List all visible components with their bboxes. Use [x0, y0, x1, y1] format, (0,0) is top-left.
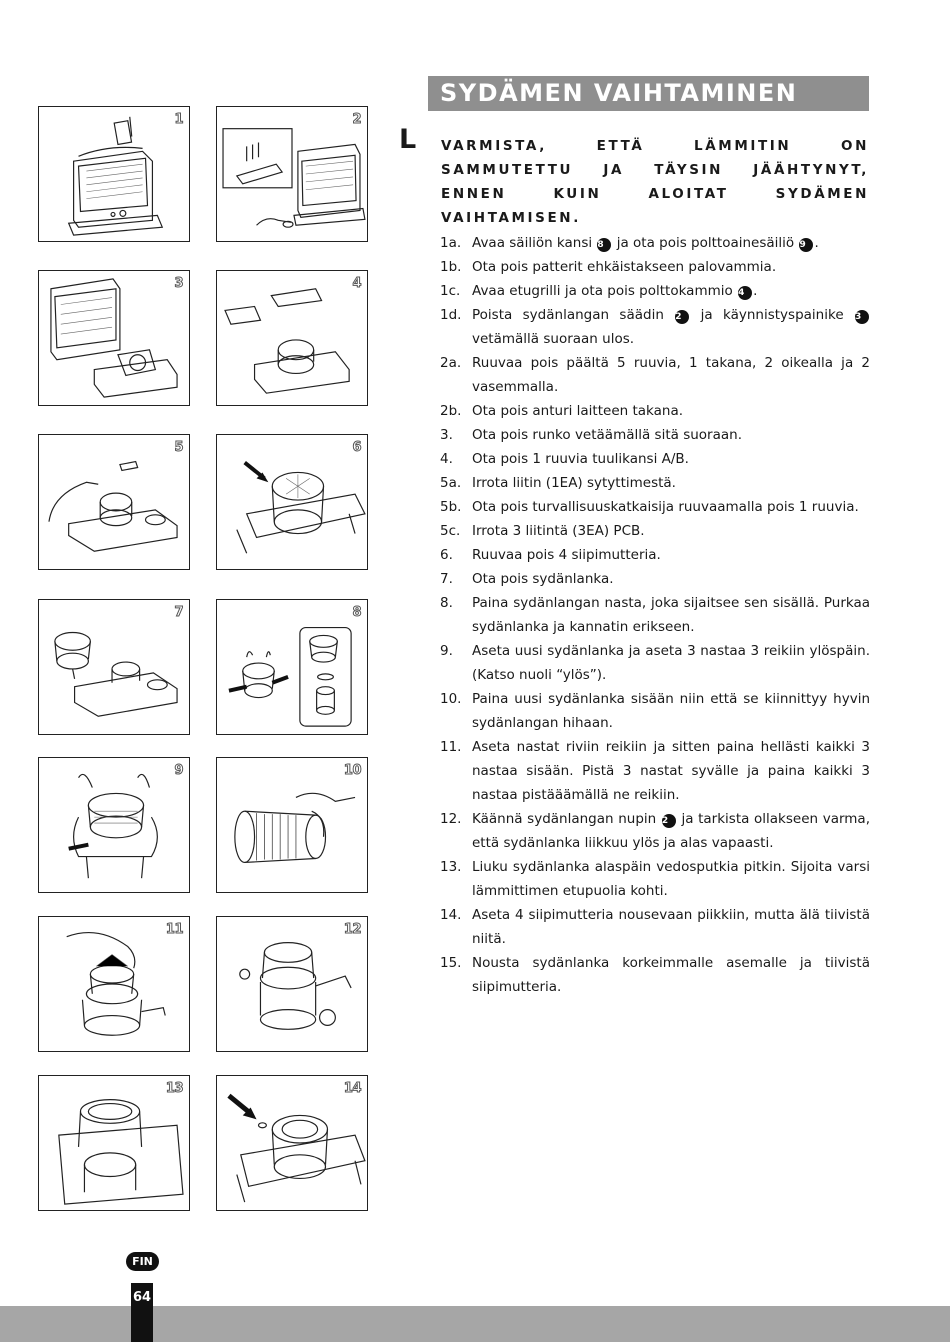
- step-text-segment: Nousta sydänlanka korkeimmalle asemalle ja tiivistä siipimutteria.: [472, 955, 870, 995]
- step-text-segment: .: [753, 283, 758, 299]
- figure-number: 8: [352, 605, 361, 620]
- igniter-connector-illustration: [39, 435, 189, 569]
- part-number-badge: 2: [675, 310, 689, 324]
- step-text-segment: Irrota 3 liitintä (3EA) PCB.: [472, 523, 645, 539]
- step-number: 15.: [440, 955, 462, 971]
- figure-number: 9: [174, 763, 183, 778]
- step-number: 13.: [440, 859, 462, 875]
- wick-knob-check-illustration: [217, 917, 367, 1051]
- figure-3: [38, 270, 190, 406]
- step-text-segment: Paina sydänlangan nasta, joka sijaitsee sen sisällä. Purkaa sydänlanka ja kannatin erikseen.: [472, 595, 870, 635]
- section-letter: L: [399, 124, 417, 155]
- figure-number: 3: [174, 276, 183, 291]
- figure-number: 2: [352, 112, 361, 127]
- step-text-segment: Paina uusi sydänlanka sisään niin että se kiinnittyy hyvin sydänlangan hihaan.: [472, 691, 870, 731]
- figure-number: 4: [352, 276, 361, 291]
- instruction-step: [440, 807, 870, 855]
- part-number-badge: 8: [597, 238, 611, 252]
- instruction-step: [440, 903, 870, 951]
- instruction-step: [440, 855, 870, 903]
- step-text: [472, 543, 870, 567]
- instruction-step: [440, 471, 870, 495]
- step-text: [472, 495, 870, 519]
- step-text: [472, 399, 870, 423]
- figure-8: [216, 599, 368, 735]
- step-text: [472, 687, 870, 735]
- step-text: [472, 735, 870, 807]
- step-number: 2b.: [440, 403, 462, 419]
- step-text: [472, 279, 870, 303]
- figure-6: [216, 434, 368, 570]
- step-number: 5c.: [440, 523, 461, 539]
- wind-cover-removal-illustration: [217, 271, 367, 405]
- figure-9: [38, 757, 190, 893]
- instruction-step: [440, 951, 870, 999]
- instruction-step: [440, 423, 870, 447]
- instruction-step: [440, 567, 870, 591]
- step-text: [472, 639, 870, 687]
- figure-1: [38, 106, 190, 242]
- part-number-badge: 3: [855, 310, 869, 324]
- instruction-step: [440, 591, 870, 639]
- step-text-segment: vetämällä suoraan ulos.: [472, 331, 635, 347]
- step-text: [472, 903, 870, 951]
- wick-sliding-illustration: [39, 1076, 189, 1210]
- step-text-segment: Ota pois turvallisuuskatkaisija ruuvaamalla pois 1 ruuvia.: [472, 499, 859, 515]
- step-number: 9.: [440, 643, 453, 659]
- step-number: 12.: [440, 811, 462, 827]
- step-number: 2a.: [440, 355, 462, 371]
- step-text-segment: Aseta uusi sydänlanka ja aseta 3 nastaa 3 reikiin ylöspäin. (Katso nuoli “ylös”).: [472, 643, 870, 683]
- new-wick-insertion-illustration: [39, 758, 189, 892]
- part-number-badge: 2: [662, 814, 676, 828]
- step-text: [472, 423, 870, 447]
- figure-14: [216, 1075, 368, 1211]
- step-text: [472, 591, 870, 639]
- step-text-segment: Ruuvaa pois päältä 5 ruuvia, 1 takana, 2 oikealla ja 2 vasemmalla.: [472, 355, 870, 395]
- step-number: 4.: [440, 451, 453, 467]
- figure-7: [38, 599, 190, 735]
- instruction-step: [440, 687, 870, 735]
- instruction-step: [440, 519, 870, 543]
- part-number-badge: 4: [738, 286, 752, 300]
- figure-12: [216, 916, 368, 1052]
- step-number: 10.: [440, 691, 462, 707]
- step-text: [472, 231, 870, 255]
- step-text-segment: ja tarkista ollakseen varma, että sydänlanka liikkuu ylös ja alas vapaasti.: [472, 811, 870, 851]
- instruction-step: [440, 279, 870, 303]
- figure-13: [38, 1075, 190, 1211]
- step-number: 14.: [440, 907, 462, 923]
- step-number: 3.: [440, 427, 453, 443]
- step-text: [472, 567, 870, 591]
- step-text: [472, 303, 870, 351]
- wing-nut-tightening-illustration: [217, 1076, 367, 1210]
- instruction-step: [440, 351, 870, 399]
- step-text-segment: Aseta 4 siipimutteria nousevaan piikkiin, mutta älä tiivistä niitä.: [472, 907, 870, 947]
- step-text-segment: Liuku sydänlanka alaspäin vedosputkia pitkin. Sijoita varsi lämmittimen etupuolia kohti.: [472, 859, 870, 899]
- step-number: 1d.: [440, 307, 462, 323]
- battery-compartment-illustration: [217, 107, 367, 241]
- step-text-segment: Ota pois anturi laitteen takana.: [472, 403, 684, 419]
- step-text-segment: Ruuvaa pois 4 siipimutteria.: [472, 547, 661, 563]
- instruction-step: [440, 543, 870, 567]
- step-text-segment: Ota pois runko vetäämällä sitä suoraan.: [472, 427, 742, 443]
- step-text-segment: Aseta nastat riviin reikiin ja sitten paina hellästi kaikki 3 nastaa sisään. Pistä 3 nastat syvälle ja paina kaikki 3 nastaa pistääämällä ne reikiin.: [472, 739, 870, 803]
- section-title: SYDÄMEN VAIHTAMINEN: [440, 79, 798, 107]
- step-number: 1a.: [440, 235, 462, 251]
- step-text: [472, 447, 870, 471]
- wick-removal-illustration: [39, 600, 189, 734]
- step-text-segment: Käännä sydänlangan nupin: [472, 811, 661, 827]
- step-text-segment: Irrota liitin (1EA) sytyttimestä.: [472, 475, 676, 491]
- figure-number: 14: [343, 1081, 361, 1096]
- wick-disassembly-illustration: [217, 600, 367, 734]
- step-text: [472, 855, 870, 903]
- page-number: 64: [132, 1290, 152, 1305]
- step-number: 1b.: [440, 259, 462, 275]
- step-text-segment: Ota pois patterit ehkäistakseen palovammia.: [472, 259, 777, 275]
- instruction-step: [440, 231, 870, 255]
- step-text-segment: Ota pois 1 ruuvia tuulikansi A/B.: [472, 451, 689, 467]
- pin-alignment-illustration: [39, 917, 189, 1051]
- figure-10: [216, 757, 368, 893]
- step-text-segment: ja käynnistyspainike: [690, 307, 854, 323]
- instruction-step: [440, 255, 870, 279]
- part-number-badge: 9: [799, 238, 813, 252]
- step-text-segment: Ota pois sydänlanka.: [472, 571, 614, 587]
- step-number: 5b.: [440, 499, 462, 515]
- instruction-step: [440, 495, 870, 519]
- front-grille-removal-illustration: [39, 271, 189, 405]
- step-number: 7.: [440, 571, 453, 587]
- step-text: [472, 807, 870, 855]
- instruction-list: [440, 231, 870, 999]
- wick-sleeve-illustration: [217, 758, 367, 892]
- figure-number: 11: [165, 922, 183, 937]
- step-number: 6.: [440, 547, 453, 563]
- figure-number: 6: [352, 440, 361, 455]
- heater-tank-removal-illustration: [39, 107, 189, 241]
- figure-number: 13: [165, 1081, 183, 1096]
- instruction-step: [440, 447, 870, 471]
- section-title-bar: [428, 76, 869, 111]
- instruction-step: [440, 639, 870, 687]
- step-number: 8.: [440, 595, 453, 611]
- figure-11: [38, 916, 190, 1052]
- step-text-segment: ja ota pois polttoainesäiliö: [612, 235, 799, 251]
- wing-nut-illustration: [217, 435, 367, 569]
- figure-number: 7: [174, 605, 183, 620]
- step-text: [472, 255, 870, 279]
- step-text: [472, 519, 870, 543]
- step-text-segment: .: [814, 235, 819, 251]
- figure-number: 1: [174, 112, 183, 127]
- step-text: [472, 351, 870, 399]
- figure-number: 10: [343, 763, 361, 778]
- figure-number: 5: [174, 440, 183, 455]
- language-badge: FIN: [126, 1252, 159, 1271]
- figure-2: [216, 106, 368, 242]
- step-number: 1c.: [440, 283, 461, 299]
- figure-number: 12: [343, 922, 361, 937]
- step-text-segment: Avaa etugrilli ja ota pois polttokammio: [472, 283, 738, 299]
- figure-5: [38, 434, 190, 570]
- warning-text: VARMISTA, ETTÄ LÄMMITIN ON SAMMUTETTU JA TÄYSIN JÄÄHTYNYT, ENNEN KUIN ALOITAT SYDÄMEN VAIHTAMISEN.: [441, 138, 869, 226]
- figure-4: [216, 270, 368, 406]
- step-number: 5a.: [440, 475, 462, 491]
- step-number: 11.: [440, 739, 462, 755]
- step-text: [472, 951, 870, 999]
- step-text: [472, 471, 870, 495]
- step-text-segment: Poista sydänlangan säädin: [472, 307, 675, 323]
- step-text-segment: Avaa säiliön kansi: [472, 235, 597, 251]
- instruction-step: [440, 399, 870, 423]
- instruction-step: [440, 303, 870, 351]
- instruction-step: [440, 735, 870, 807]
